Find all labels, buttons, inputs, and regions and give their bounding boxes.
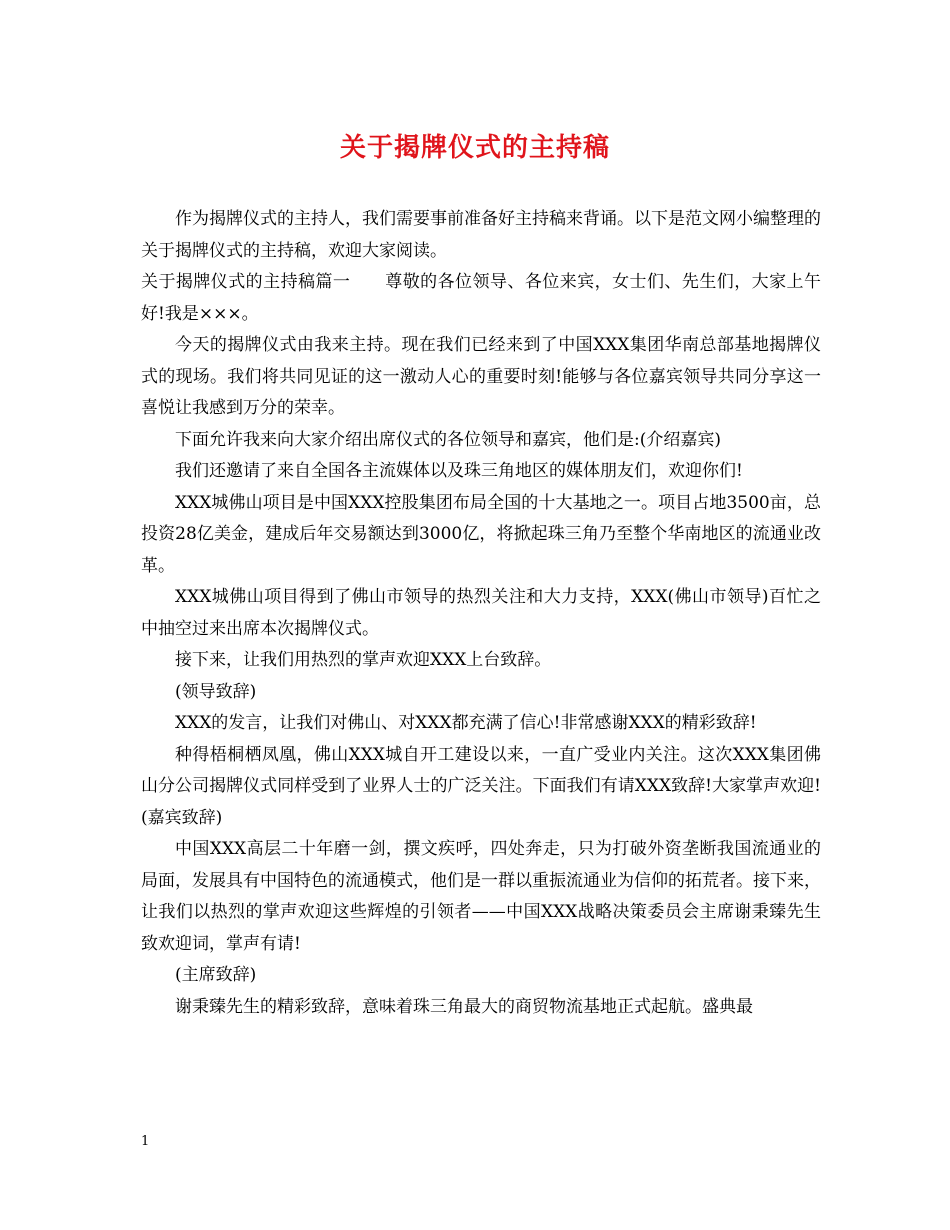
- body-paragraph: 下面允许我来向大家介绍出席仪式的各位领导和嘉宾，他们是:(介绍嘉宾): [175, 429, 721, 450]
- document-title: 关于揭牌仪式的主持稿: [339, 133, 610, 163]
- body-paragraph: 接下来，让我们用热烈的掌声欢迎XXX上台致辞。: [175, 650, 552, 670]
- body-paragraph: (主席致辞): [175, 965, 257, 985]
- body-paragraph: 我们还邀请了来自全国各主流媒体以及珠三角地区的媒体朋友们，欢迎你们!: [175, 461, 743, 481]
- page-number: 1: [141, 1134, 150, 1149]
- body-paragraph: 关于揭牌仪式的主持稿篇一 尊敬的各位领导、各位来宾，女士们、先生们，大家上午好!我是×××。: [141, 272, 821, 324]
- body-paragraph: 种得梧桐栖凤凰，佛山XXX城自开工建设以来，一直广受业内关注。这次XXX集团佛山分公司揭牌仪式同样受到了业界人士的广泛关注。下面我们有请XXX致辞!大家掌声欢迎!(嘉宾致辞): [141, 744, 821, 828]
- body-paragraph: XXX的发言，让我们对佛山、对XXX都充满了信心!非常感谢XXX的精彩致辞!: [175, 713, 757, 733]
- body-paragraph: XXX城佛山项目得到了佛山市领导的热烈关注和大力支持，XXX(佛山市领导)百忙之中抽空过来出席本次揭牌仪式。: [141, 587, 821, 639]
- body-paragraph: (领导致辞): [175, 681, 257, 702]
- body-paragraph: 作为揭牌仪式的主持人，我们需要事前准备好主持稿来背诵。以下是范文网小编整理的关于揭牌仪式的主持稿，欢迎大家阅读。: [141, 209, 821, 261]
- body-paragraph: XXX城佛山项目是中国XXX控股集团布局全国的十大基地之一。项目占地3500亩，总投资28亿美金，建成后年交易额达到3000亿，将掀起珠三角乃至整个华南地区的流通业改革。: [141, 492, 821, 576]
- document-body: [141, 204, 821, 1023]
- body-paragraph: 谢秉臻先生的精彩致辞，意味着珠三角最大的商贸物流基地正式起航。盛典最: [175, 996, 753, 1017]
- body-paragraph: 中国XXX高层二十年磨一剑，撰文疾呼，四处奔走，只为打破外资垄断我国流通业的局面，发展具有中国特色的流通模式，他们是一群以重振流通业为信仰的拓荒者。接下来，让我们以热烈的掌声欢迎这些辉煌的引领者——中国XXX战略决策委员会主席谢秉臻先生致欢迎词，掌声有请!: [141, 839, 821, 954]
- body-paragraph: 今天的揭牌仪式由我来主持。现在我们已经来到了中国XXX集团华南总部基地揭牌仪式的现场。我们将共同见证的这一激动人心的重要时刻!能够与各位嘉宾领导共同分享这一喜悦让我感到万分的荣幸。: [141, 335, 821, 418]
